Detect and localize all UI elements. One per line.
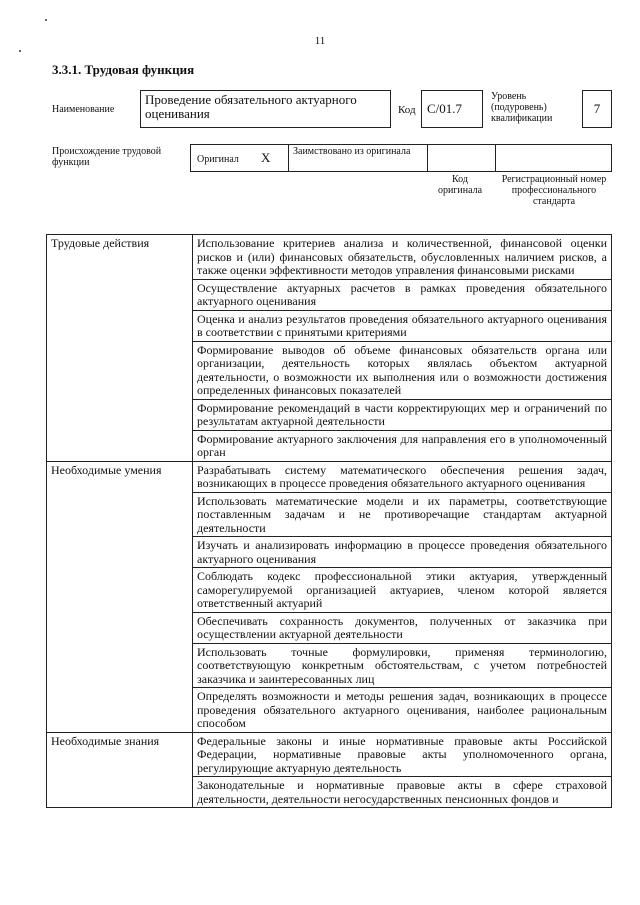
reg-number-cell bbox=[496, 145, 611, 171]
table-cell: Соблюдать кодекс профессиональной этики актуария, утвержденный саморегулируемой организацией актуариев, членом которой является ответственный актуарий bbox=[193, 568, 612, 613]
table-cell: Использование критериев анализа и количественной, финансовой оценки рисков и (или) финансовых обязательств, обусловленных наличием рисков, а также оценки эффективности методов управления финансовыми рисками bbox=[193, 235, 612, 280]
borrowed-cell bbox=[289, 145, 428, 171]
reg-number-caption: Регистрационный номер профессионального стандарта bbox=[501, 174, 607, 207]
borrowed-label: Заимствовано из оригинала bbox=[293, 146, 411, 157]
table-cell: Осуществление актуарных расчетов в рамках проведения обязательного актуарного оценивания bbox=[193, 279, 612, 310]
table-row bbox=[47, 732, 612, 777]
original-label: Оригинал bbox=[197, 154, 239, 165]
table-cell: Формирование актуарного заключения для направления его в уполномоченный орган bbox=[193, 430, 612, 461]
section-heading: Необходимые знания bbox=[47, 732, 193, 808]
section-title: 3.3.1. Трудовая функция bbox=[52, 62, 195, 77]
table-cell: Формирование рекомендаций в части корректирующих мер и ограничений по результатам актуарной деятельности bbox=[193, 399, 612, 430]
section-heading: Трудовые действия bbox=[47, 235, 193, 462]
code-original-cell bbox=[428, 145, 496, 171]
code-original-caption: Код оригинала bbox=[437, 174, 483, 196]
function-table bbox=[46, 234, 612, 808]
section-heading: Необходимые умения bbox=[47, 461, 193, 732]
scan-speck bbox=[19, 50, 21, 52]
code-label: Код bbox=[398, 104, 416, 116]
origin-row bbox=[190, 144, 612, 172]
page-number: 11 bbox=[314, 35, 326, 47]
level-label: Уровень (подуровень) квалификации bbox=[491, 91, 553, 124]
scan-speck bbox=[45, 19, 47, 21]
table-cell: Использовать точные формулировки, применяя терминологию, соответствующую конкретным обстоятельствам, с учетом потребностей заказчика и заинтересованных лиц bbox=[193, 643, 612, 688]
table-cell: Определять возможности и методы решения задач, возникающих в процессе проведения обязательного актуарного оценивания, наиболее рациональным способом bbox=[193, 688, 612, 733]
original-cell bbox=[191, 145, 289, 171]
table-row bbox=[47, 235, 612, 280]
code-value: C/01.7 bbox=[421, 90, 483, 128]
table-cell: Федеральные законы и иные нормативные правовые акты Российской Федерации, нормативные правовые акты уполномоченного органа, регулирующие актуарную деятельность bbox=[193, 732, 612, 777]
name-label: Наименование bbox=[52, 104, 115, 115]
table-cell: Использовать математические модели и их параметры, соответствующие поставленным задачам и не противоречащие стандартам актуарной деятельности bbox=[193, 492, 612, 537]
table-cell: Изучать и анализировать информацию в процессе проведения обязательного актуарного оценивания bbox=[193, 537, 612, 568]
table-cell: Законодательные и нормативные правовые акты в сфере страховой деятельности, деятельности негосударственных пенсионных фондов и bbox=[193, 777, 612, 808]
table-cell: Обеспечивать сохранность документов, полученных от заказчика при осуществлении актуарной деятельности bbox=[193, 612, 612, 643]
table-row bbox=[47, 461, 612, 492]
level-value: 7 bbox=[582, 90, 612, 128]
origin-label: Происхождение трудовой функции bbox=[52, 146, 162, 168]
original-mark: X bbox=[261, 150, 271, 165]
table-cell: Оценка и анализ результатов проведения обязательного актуарного оценивания в соответствии с принятыми критериями bbox=[193, 310, 612, 341]
name-value: Проведение обязательного актуарного оценивания bbox=[140, 90, 391, 128]
table-cell: Формирование выводов об объеме финансовых обязательств органа или организации, деятельность которых являлась объектом актуарной деятельности, о возможности их выполнения или о возможности достижения определенных финансовых показателей bbox=[193, 341, 612, 399]
table-cell: Разрабатывать систему математического обеспечения решения задач, возникающих в процессе проведения обязательного актуарного оценивания bbox=[193, 461, 612, 492]
